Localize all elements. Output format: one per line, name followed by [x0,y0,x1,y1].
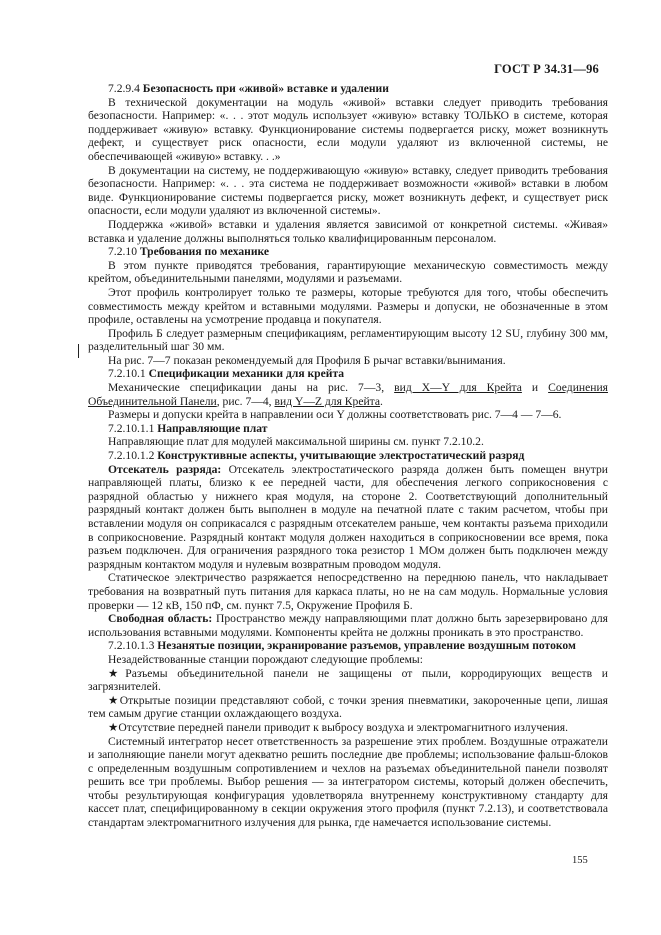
section-heading: 7.2.10.1.3 Незанятые позиции, экранирование разъемов, управление воздушным потоком [108,639,576,653]
section-heading: 7.2.10 Требования по механике [108,245,270,259]
paragraph: Профиль Б следует размерным спецификациям, регламентирующим высоту 12 SU, глубину 300 мм, разделительный шаг 30 мм. [88,326,608,354]
list-item: ★Открытые позиции представляют собой, с точки зрения пневматики, закороченные цепи, лишая тем самым другие станции охлаждающего воздуха. [88,693,608,721]
paragraph: В этом пункте приводятся требования, гарантирующие механическую совместимость между крейтом, объединительными панелями, модулями и разъемами. [88,258,608,286]
section-heading: 7.2.10.1.1 Направляющие плат [108,421,268,435]
page-number: 155 [572,855,588,866]
change-bar [78,344,79,358]
paragraph: Свободная область: Пространство между направляющими плат должно быть зарезервировано для использования вставными модулями. Компоненты крейта не должны проникать в это пространство. [88,612,608,639]
figure-reference-link[interactable]: вид Y—Z для Крейта [274,394,381,408]
document-header: ГОСТ Р 34.31—96 [494,62,599,76]
star-bullet-icon: ★ [108,720,119,734]
paragraph: Направляющие плат для модулей максимальной ширины см. пункт 7.2.10.2. [108,435,484,449]
figure-reference-link[interactable]: вид X—Y для Крейта [394,381,522,395]
paragraph: Этот профиль контролирует только те размеры, которые требуются для того, чтобы обеспечить совместимость между крейтом и вставными модулями. Размеры и допуски, не обозначенные в этом профиле, оставлены на усмотрение продавца и покупателя. [88,285,608,327]
section-heading: 7.2.10.1.2 Конструктивные аспекты, учитывающие электростатический разряд [108,449,525,463]
paragraph: Поддержка «живой» вставки и удаления является зависимой от конкретной системы. «Живая» вставка и удаление должны выполняться только квалифицированным персоналом. [88,217,608,245]
list-item: ★Разъемы объединительной панели не защищены от пыли, корродирующих веществ и загрязнителей. [88,666,608,694]
paragraph: Незадействованные станции порождают следующие проблемы: [108,652,423,666]
star-bullet-icon: ★ [108,666,126,680]
star-bullet-icon: ★ [108,693,120,707]
page-body [88,82,608,830]
paragraph: Механические спецификации даны на рис. 7—3, вид X—Y для Крейта и Соединения Объединительной Панели, рис. 7—4, вид Y—Z для Крейта. [88,381,608,408]
paragraph: Статическое электричество разряжается непосредственно на переднюю панель, что накладывает требования на возвратный путь питания для каркаса платы, но не на сам модуль. Нормальные условия проверки — 12 кВ, 150 пФ, см. пункт 7.5, Окружение Профиля Б. [88,571,608,612]
paragraph: Системный интегратор несет ответственность за разрешение этих проблем. Воздушные отражатели и заполняющие панели могут адекватно решить последние две проблемы; использование фальш-блоков с определенным воздушным сопротивлением и чехлов на разъемах объединительной панели позволят решить все три проблемы. Выбор решения — за интегратором системы, который должен обеспечить, чтобы результирующая конфигурация удовлетворяла внутреннему конструктивному стандарту для кассет плат, специфицированному в секции окружения этого профиля (пункт 7.2.13), и соответствовала стандартам электромагнитного излучения для рынка, где намечается использование системы. [88,734,608,830]
section-heading: 7.2.10.1 Спецификации механики для крейта [108,367,345,381]
figure-reference-link[interactable]: Соединения Объединительной Панели [88,381,608,408]
paragraph: На рис. 7—7 показан рекомендуемый для Профиля Б рычаг вставки/вынимания. [108,353,506,367]
paragraph: В документации на систему, не поддерживающую «живую» вставку, следует приводить требования безопасности. Например: «. . . эта система не поддерживает возможности «живой» вставки в любом виде. Функционирование системы подвергается риску, может возникнуть дефект, и существует риск опасности, если модули удаляют из включенной системы». [88,163,608,218]
paragraph: Размеры и допуски крейта в направлении оси Y должны соответствовать рис. 7—4 — 7—6. [108,408,562,422]
paragraph: В технической документации на модуль «живой» вставки следует приводить требования безопасности. Например: «. . . этот модуль использует «живую» вставку ТОЛЬКО в системе, которая поддерживает «живую» вставку. Функционирование системы подвергается риску, может возникнуть дефект, и существует риск опасности, если модули удаляют из включенной системы, не обеспечивающей «живую» вставку. . .» [88,95,608,163]
paragraph: Отсекатель разряда: Отсекатель электростатического разряда должен быть помещен внутри направляющей платы, близко к ее передней части, для обеспечения легкого соприкосновения с разрядной областью у нижнего края модуля, на стороне 2. Соответствующий дополнительный разрядный контакт должен быть выполнен в модуле на печатной плате с таким расчетом, чтобы при вставлении модуля он соприкасался с разрядным отсекателем раньше, чем контакты разъема приходили в соприкосновение. Разрядный контакт модуля должен находиться в соприкосновении все время, пока разъем подключен. Для ограничения разрядного тока резистор 1 МОм должен быть подключен между разрядным контактом модуля и нулевым возвратным проводом модуля. [88,462,609,571]
list-item: ★Отсутствие передней панели приводит к выбросу воздуха и электромагнитного излучения. [108,720,568,734]
section-heading: 7.2.9.4 Безопасность при «живой» вставке и удалении [108,82,389,95]
